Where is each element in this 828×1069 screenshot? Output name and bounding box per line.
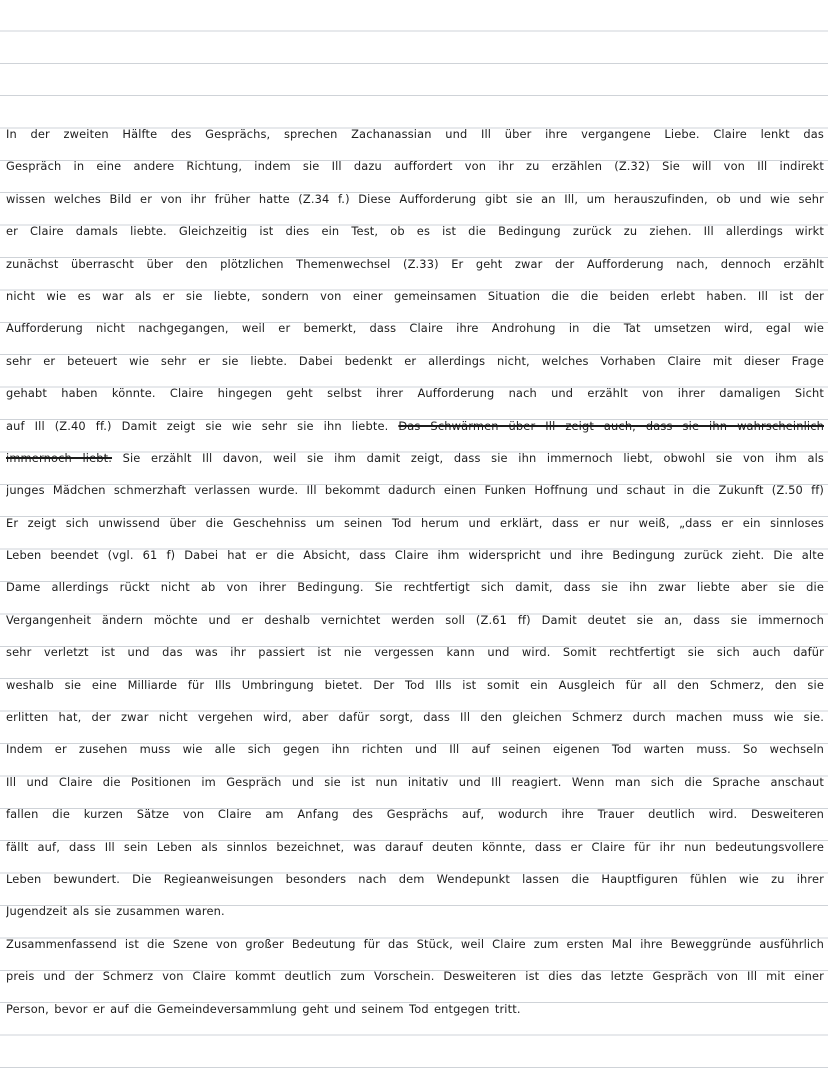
text-line-12: junges Mädchen schmerzhaft verlassen wurde. Ill bekommt dadurch einen Funken Hoffnung und schaut in die Zukunft (Z.50 ff) <box>6 483 824 498</box>
text-line-10-main: auf Ill (Z.40 ff.) Damit zeigt sie wie sehr sie ihn liebte. <box>6 418 389 433</box>
struck-text-b: immernoch liebt. <box>6 450 113 465</box>
text-line-11-main: Sie erzählt Ill davon, weil sie ihm damit zeigt, dass sie ihn immernoch liebt, obwohl sie von ihm als <box>122 450 824 465</box>
text-line-4: er Claire damals liebte. Gleichzeitig ist dies ein Test, ob es ist die Bedingung zurück zu ziehen. Ill allerdings wirkt <box>6 224 824 239</box>
text-line-14: Leben beendet (vgl. 61 f) Dabei hat er die Absicht, dass Claire ihm widerspricht und ihre Bedingung zurück zieht. Die alte <box>6 548 824 563</box>
text-line-27: preis und der Schmerz von Claire kommt deutlich zum Vorschein. Desweiteren ist dies das letzte Gespräch von Ill mit einer <box>6 969 824 984</box>
text-line-25: Jugendzeit als sie zusammen waren. <box>6 904 225 919</box>
text-line-6: nicht wie es war als er sie liebte, sondern von einer gemeinsamen Situation die die beiden erlebt haben. Ill ist der <box>6 288 824 303</box>
text-line-15: Dame allerdings rückt nicht ab von ihrer Bedingung. Sie rechtfertigt sich damit, dass sie ihn zwar liebte aber sie die <box>6 580 824 595</box>
text-line-21: Ill und Claire die Positionen im Gespräch und sie ist nun initativ und Ill reagiert. Wenn man sich die Sprache anschaut <box>6 774 824 789</box>
text-line-3: wissen welches Bild er von ihr früher hatte (Z.34 f.) Diese Aufforderung gibt sie an Ill, um herauszufinden, ob und wie sehr <box>6 191 824 206</box>
text-line-8: sehr er beteuert wie sehr er sie liebte. Dabei bedenkt er allerdings nicht, welches Vorhaben Claire mit dieser Frage <box>6 353 824 368</box>
text-line-23: fällt auf, dass Ill sein Leben als sinnlos bezeichnet, was darauf deuten könnte, dass er Claire für ihr nun bedeutungsvollere <box>6 839 824 854</box>
text-line-5: zunächst überrascht über den plötzlichen Themenwechsel (Z.33) Er geht zwar der Aufforderung nach, dennoch erzählt <box>6 256 824 271</box>
text-line-9: gehabt haben könnte. Claire hingegen geht selbst ihrer Aufforderung nach und erzählt von ihrer damaligen Sicht <box>6 386 824 401</box>
text-line-20: Indem er zusehen muss wie alle sich gegen ihn richten und Ill auf seinen eigenen Tod warten muss. So wechseln <box>6 742 824 757</box>
text-line-10 <box>6 410 824 442</box>
text-line-24: Leben bewundert. Die Regieanweisungen besonders nach dem Wendepunkt lassen die Hauptfiguren fühlen wie zu ihrer <box>6 871 824 886</box>
text-line-2: Gespräch in eine andere Richtung, indem sie Ill dazu auffordert von ihr zu erzählen (Z.32) Sie will von Ill indirekt <box>6 159 824 174</box>
text-line-19: erlitten hat, der zwar nicht vergehen wird, aber dafür sorgt, dass Ill den gleichen Schmerz durch machen muss wie sie. <box>6 710 824 725</box>
struck-text-a: Das Schwärmen über Ill zeigt auch, dass sie ihn wahrscheinlich <box>398 418 824 433</box>
text-line-11 <box>6 442 824 474</box>
text-line-28: Person, bevor er auf die Gemeindeversammlung geht und seinem Tod entgegen tritt. <box>6 1001 521 1016</box>
text-line-18: weshalb sie eine Milliarde für Ills Umbringung bietet. Der Tod Ills ist somit ein Ausgleich für all den Schmerz, den sie <box>6 677 824 692</box>
text-line-26: Zusammenfassend ist die Szene von großer Bedeutung für das Stück, weil Claire zum ersten Mal ihre Beweggründe ausführlich <box>6 936 824 951</box>
text-line-1: In der zweiten Hälfte des Gesprächs, sprechen Zachanassian und Ill über ihre vergangene Liebe. Claire lenkt das <box>6 127 824 141</box>
text-line-13: Er zeigt sich unwissend über die Geschehniss um seinen Tod herum und erklärt, dass er nur weiß, „dass er ein sinnloses <box>6 515 824 530</box>
text-line-7: Aufforderung nicht nachgegangen, weil er bemerkt, dass Claire ihre Androhung in die Tat umsetzen wird, egal wie <box>6 321 824 336</box>
text-line-22: fallen die kurzen Sätze von Claire am Anfang des Gesprächs auf, wodurch ihre Trauer deutlich wird. Desweiteren <box>6 807 824 822</box>
text-line-16: Vergangenheit ändern möchte und er deshalb vernichtet werden soll (Z.61 ff) Damit deutet sie an, dass sie immernoch <box>6 612 824 627</box>
text-line-17: sehr verletzt ist und das was ihr passiert ist nie vergessen kann und wird. Somit rechtfertigt sie sich auch dafür <box>6 645 824 660</box>
handwritten-essay <box>6 118 824 1025</box>
